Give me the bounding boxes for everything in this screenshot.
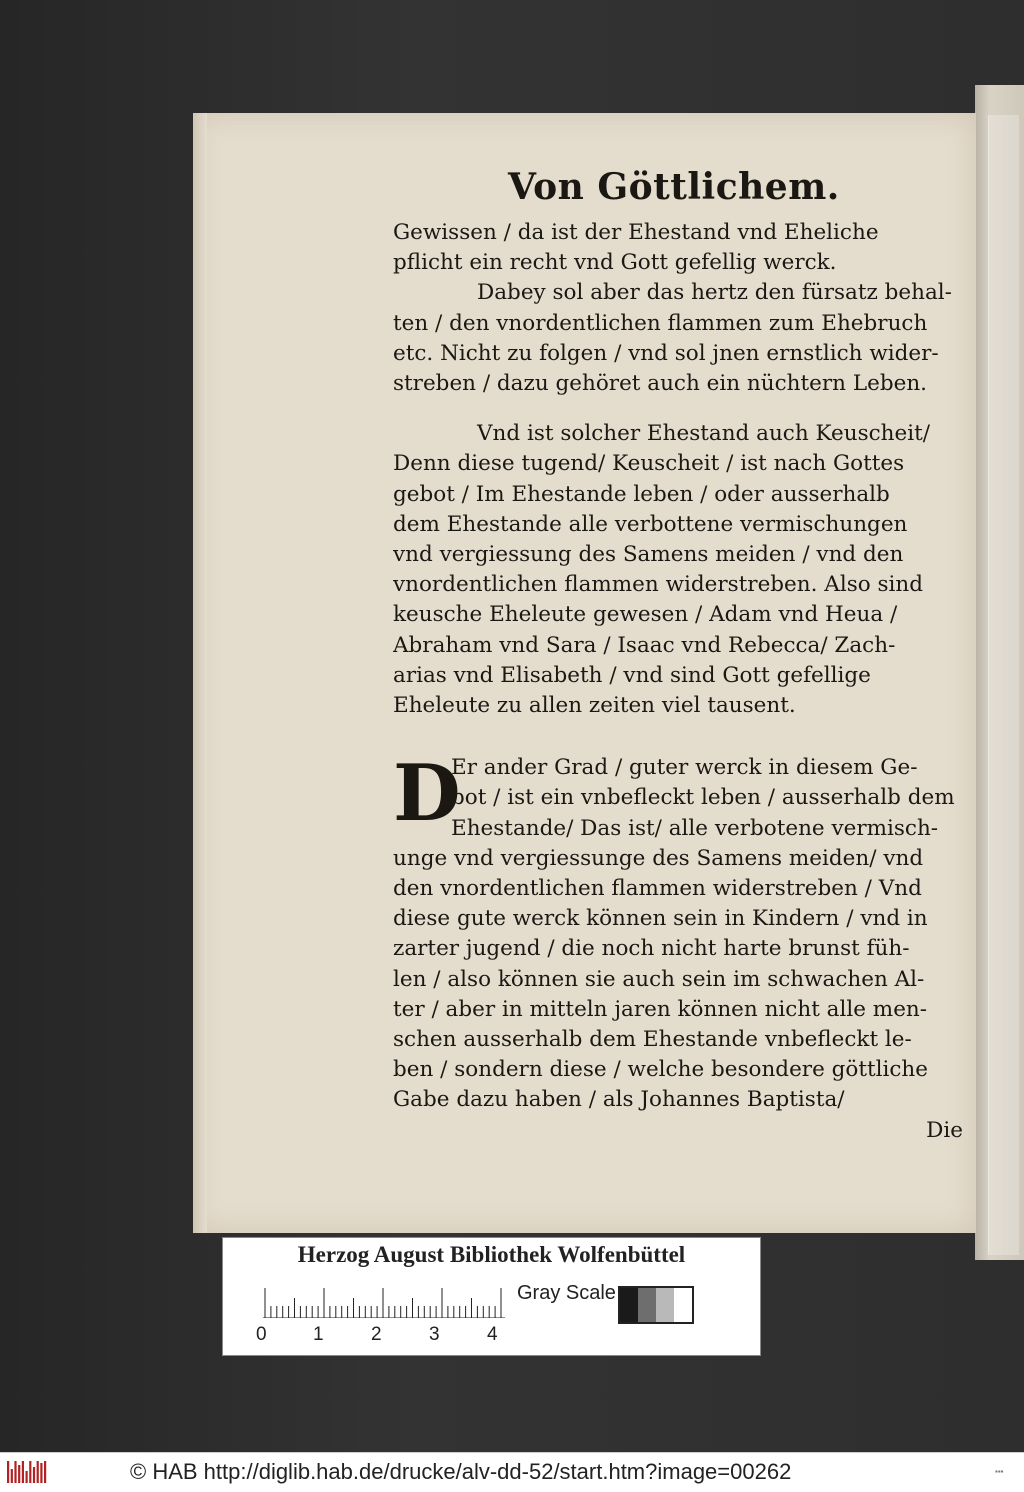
footer-url[interactable]: © HAB http://diglib.hab.de/drucke/alv-dd-52/start.htm?image=00262 <box>130 1459 792 1484</box>
footer-mark-icon: ▪▪▪ <box>995 1467 1004 1476</box>
hab-logo-icon <box>6 1459 48 1485</box>
ruler-number: 0 <box>256 1324 267 1345</box>
paragraph-4 <box>393 748 963 1146</box>
page-left-edge <box>193 113 207 1233</box>
text-line: len / also können sie auch sein im schwachen Al- <box>393 966 925 992</box>
gray-scale-swatches <box>618 1286 694 1324</box>
text-line: Eheleute zu allen zeiten viel tausent. <box>393 693 796 719</box>
ruler-number: 4 <box>487 1324 498 1345</box>
gray-swatch <box>656 1288 674 1322</box>
library-color-bar <box>222 1237 761 1356</box>
running-head: Von Göttlichem. <box>508 166 840 208</box>
text-line: etc. Nicht zu folgen / vnd sol jnen ernstlich wider- <box>393 340 939 366</box>
text-line: pflicht ein recht vnd Gott gefellig werck. <box>393 250 837 276</box>
page-text <box>393 218 963 1146</box>
text-line: Gabe dazu haben / als Johannes Baptista/ <box>393 1087 845 1113</box>
gray-scale-label: Gray Scale <box>517 1282 616 1304</box>
text-line: den vnordentlichen flammen widerstreben / Vnd <box>393 876 922 902</box>
gray-swatch <box>674 1288 692 1322</box>
text-line: bot / ist ein vnbefleckt leben / ausserhalb dem <box>451 785 955 811</box>
text-line: schen ausserhalb dem Ehestande vnbefleckt le- <box>393 1027 912 1053</box>
text-line: Vnd ist solcher Ehestand auch Keuscheit/ <box>477 421 930 447</box>
paragraph-1 <box>393 218 963 278</box>
text-line: streben / dazu gehöret auch ein nüchtern Leben. <box>393 371 928 397</box>
text-line: Abraham vnd Sara / Isaac vnd Rebecca/ Zach- <box>393 632 896 658</box>
text-line: keusche Eheleute gewesen / Adam vnd Heua / <box>393 602 898 628</box>
paragraph-3 <box>393 419 963 721</box>
gray-swatch <box>638 1288 656 1322</box>
ruler-number: 3 <box>429 1324 440 1345</box>
text-line: Dabey sol aber das hertz den fürsatz behal- <box>477 280 952 306</box>
text-line: dem Ehestande alle verbottene vermischungen <box>393 511 908 537</box>
ruler-number: 1 <box>313 1324 324 1345</box>
text-line: gebot / Im Ehestande leben / oder ausserhalb <box>393 481 890 507</box>
text-line: diese gute werck können sein in Kindern / vnd in <box>393 906 928 932</box>
text-line: zarter jugend / die noch nicht harte brunst füh- <box>393 936 910 962</box>
text-line: Denn diese tugend/ Keuscheit / ist nach Gottes <box>393 451 905 477</box>
text-line: Er ander Grad / guter werck in diesem Ge- <box>451 755 918 781</box>
gray-swatch <box>620 1288 638 1322</box>
library-title: Herzog August Bibliothek Wolfenbüttel <box>297 1242 686 1267</box>
text-line: Ehestande/ Das ist/ alle verbotene vermisch- <box>451 815 939 841</box>
ruler-number: 2 <box>371 1324 382 1345</box>
text-line: ten / den vnordentlichen flammen zum Ehebruch <box>393 310 928 336</box>
glass-clip <box>988 115 1019 1255</box>
decorated-initial: D <box>393 748 461 840</box>
text-line: ter / aber in mitteln jaren können nicht alle men- <box>393 996 928 1022</box>
text-line: unge vnd vergiessunge des Samens meiden/ vnd <box>393 845 924 871</box>
footer-bar <box>0 1452 1024 1492</box>
text-line: vnd vergiessung des Samens meiden / vnd den <box>393 542 904 568</box>
catchword: Die <box>926 1117 963 1143</box>
scale-ruler <box>263 1288 505 1318</box>
text-line: arias vnd Elisabeth / vnd sind Gott gefellige <box>393 662 871 688</box>
paragraph-2 <box>393 278 963 399</box>
text-line: ben / sondern diese / welche besondere göttliche <box>393 1057 928 1083</box>
text-line: Gewissen / da ist der Ehestand vnd Eheliche <box>393 220 879 245</box>
text-line: vnordentlichen flammen widerstreben. Also sind <box>393 572 924 598</box>
